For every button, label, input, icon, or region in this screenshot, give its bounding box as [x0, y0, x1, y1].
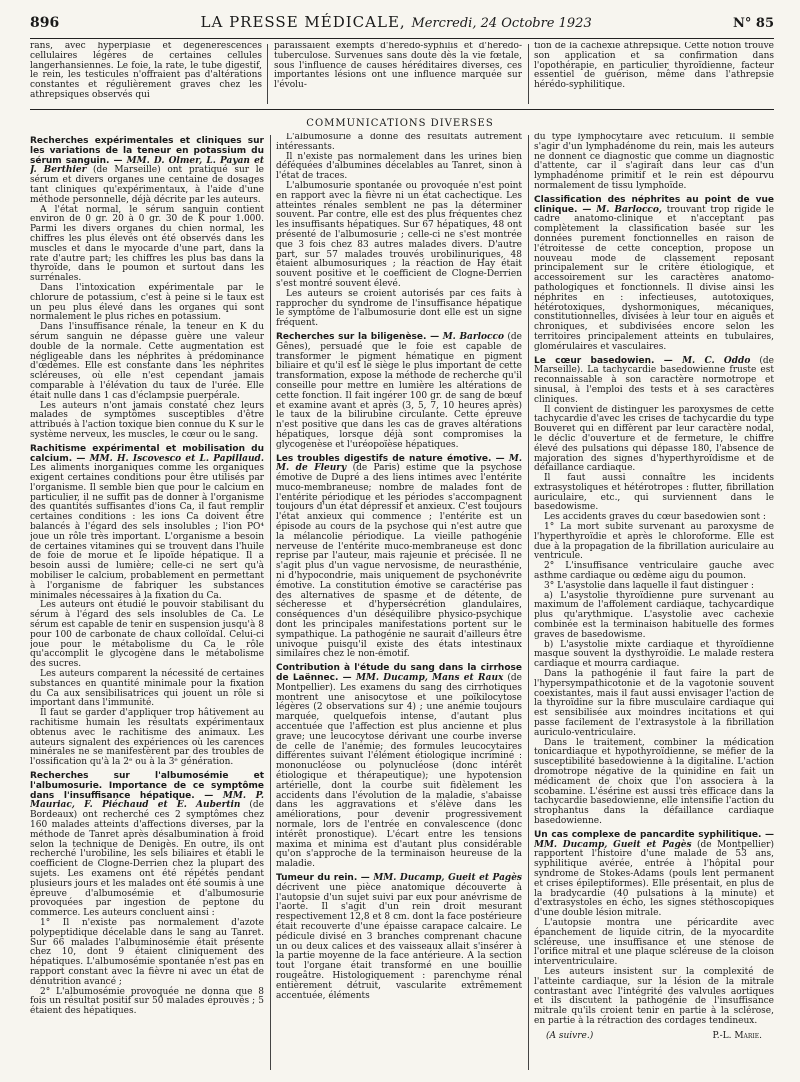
author-name: P.-L. Marie. — [712, 1030, 762, 1041]
paragraph: Dans la pathogénie il faut faire la part de l'hypersympathicotonie et de la vagotonie souvent coexistantes, mais il faut aussi envisager l'action de la thyroïdine sur la fibre musculaire cardiaque qui est sensibilisée aux moindres incitations et qui passe facilement de l'extrasystole à la fibrillation auriculo-ventriculaire. — [534, 669, 774, 738]
article-body: Les aliments inorganiques comme les organiques exigent certaines conditions pour être utilisés par l'organisme. Il semble bien que pour le calcium en particulier, il ne suffit pas de donner à l'organisme des quantités suffisantes d'ions Ca, il faut remplir certaines conditions : les ions Ca doivent être balancés à l'égard des sels insolubles ; l'ion PO⁴ joue un rôle très important. L'organisme a besoin de certaines vitamines qui se trouvent dans l'huile de foie de morue et le lipoïde hépatique. Il a besoin aussi de lumière; celle-ci ne sert qu'à mobiliser le calcium, probablement en permettant à l'organisme de fabriquer les substances minimales nécessaires à la fixation du Ca. — [30, 463, 264, 601]
journal-name: LA PRESSE MÉDICALE, — [200, 13, 406, 31]
article-title: Rachitisme expérimental et mobilisation du calcium. — — [30, 443, 264, 464]
article-body: (de Montpellier) rapportent l'histoire d'une malade de 53 ans, syphilitique avérée, entrée à l'hôpital pour syndrome de Stokes-Adams (pouls lent permanent et crises épileptiformes). Elle présentait, en plus de la bradycardie (40 pulsations à la minute) et d'extrasystoles en écho, les signes stéthoscopiques d'une double lésion mitrale. — [534, 839, 774, 919]
article-authors: M. M. de Fleury — [276, 453, 522, 474]
paragraph: Il convient de distinguer les paroxysmes de cette tachycardie d'avec les crises de tachycardie du type Bouveret qui en diffèrent par leur caractère nodal, le déclic d'ouverture et de fermeture, le chiffre élevé des pulsations qui dépasse 180, l'absence de majoration des signes d'hyperthyroïdisme et de défaillance cardiaque. — [534, 404, 774, 474]
header-rule — [30, 38, 774, 39]
article-body: (de Marseille) ont pratiqué sur le sérum et divers organes une centaine de dosages tant cliniques qu'expérimentaux, à l'aide d'une méthode personnelle, déjà décrite par les auteurs. — [30, 165, 264, 205]
paragraph: L'autopsie montra une péricardite avec épanchement de liquide citrin, de la myocardite scléreuse, une insuffisance et une sténose de l'orifice mitral et une plaque scléreuse de la cloison interventriculaire. — [534, 917, 774, 968]
paragraph: L'albumosurie a donné des résultats autrement intéressants. — [276, 133, 522, 152]
article-title: Classification des néphrites au point de vue clinique. — — [534, 194, 774, 215]
article-body: (de Paris) estime que la psychose émotive de Dupré a des liens intimes avec l'entérite muco-membraneuse; nombre de malades font de l'entérite périodique et les périodes s'accompagnent toujours d'un état dépressif et anxieux. C'est toujours l'état anxieux qui commence ; l'entérite est un épisode au cours de la psychose qui n'est autre que la mélancolie périodique. La vieille pathogénie nerveuse de l'entérite muco-membraneuse est donc reprise par l'auteur, mais rajeunie et précisée. Il ne s'agit plus d'un vague nervosisme, de neurasthénie, ni d'hypocondrie, mais uniquement de psychonévrite émotive. La constitution émotive se caractérise pas des alternatives de spasme et de détente, de sécheresse et d'hypersécrétion glandulaires, conséquences d'un déséquilibre physico-psychique dont les principales manifestations portent sur le sympathique. La pathogénie ne saurait d'ailleurs être univoque puisqu'il existe des états intestinaux similaires chez le non-émotif. — [276, 463, 522, 660]
article — [30, 445, 264, 602]
top-column-2 — [274, 42, 522, 104]
signature — [534, 1032, 774, 1042]
article — [276, 874, 522, 1001]
journal-title — [201, 13, 592, 31]
article-body: trouvant trop rigide le cadre anatomo-clinique et n'acceptant pas complètement la classification basée sur les données purement fonctionnelles en raison de l'étroitesse de cette conception, propose un nouveau mode de classement reposant principalement sur le critère étiologique, et accessoirement sur les caractères anatomo-pathologiques et fonctionnels. Il divise ainsi les néphrites en : infectieuses, autotoxiques, hétérotoxiques, dyshormoniques, mécaniques, constitutionnelles, divisées à leur tour en aiguës et chroniques, et subdivisées encore selon les territoires principalement atteints en tubulaires, glomérulaires et vasculaires. — [534, 204, 774, 352]
paragraph: 1° La mort subite survenant au paroxysme de l'hyperthyroïdie et après le chloroforme. Elle est due à la propagation de la fibrillation auriculaire au ventricule. — [534, 522, 774, 562]
article-title: Recherches sur l'albumosémie et l'albumosurie. Importance de ce symptôme dans l'insuffisance hépatique. — — [30, 771, 264, 801]
article — [534, 196, 774, 353]
article-authors: M. Barlocco — [439, 331, 505, 342]
paragraph: 2° L'albumosémie provoquée ne donna que 8 fois un résultat positif sur 50 malades éprouvés ; 5 étaient des hépatiques. — [30, 986, 264, 1017]
article-authors: MM. D. Olmer, L. Payan et J. Berthier — [30, 155, 264, 176]
section-title: COMMUNICATIONS DIVERSES — [306, 118, 494, 129]
article-title: Tumeur du rein. — — [276, 872, 370, 883]
paragraph: a) L'asystolie thyroïdienne pure survenant au maximum de l'affolement cardiaque, tachycardique plus qu'arythmique. L'asystolie avec cachexie combinée est la terminaison habituelle des formes graves de basedowisme. — [534, 590, 774, 640]
article-body: (de Bordeaux) ont recherché ces 2 symptômes chez 160 malades atteints d'affections diverses, par la méthode de Tanret après désalbumination à froid selon la technique de Denigès. En outre, ils ont recherché l'urobiline, les sels biliaires et établi le coefficient de Clogne-Derrien chez la plupart des sujets. Les examens ont été répétés pendant plusieurs jours et les malades ont été soumis à une épreuve d'albumosémie et d'albumosurie provoquées par ingestion de peptone du commerce. Les auteurs concluent ainsi : — [30, 800, 264, 919]
top-col2-text: paraissaient exempts d'hérédo-syphilis et d'hérédo-tuberculose. Survenues sans doute dès la vie fœtale, sous l'influence de causes héréditaires diverses, ces importantes lésions ont une influence marquée sur l'évolu- — [274, 42, 522, 91]
top-column-3 — [534, 42, 774, 104]
article-body: (de Montpellier). Les examens du sang des cirrhotiques montrent une anisocytose et une poïkilocytose légères (2 observations sur 4) ; une anémie toujours marquée, quelquefois intense, d'autant plus accentuée que l'affection est plus ancienne et plus grave; une leucocytose dérivant une courbe inverse de celle de l'anémie; des formules leucocytaires différentes suivant l'élément étiologique incriminé : mononucléose ou polynucléose (donc intérêt étiologique et thérapeutique); une hypotension artérielle, dont la courbe suit fidèlement les accidents dans l'évolution de la maladie, s'abaisse dans les aggravations et s'élève dans les améliorations, pour devenir progressivement normale, lors de l'entrée en convalescence (donc intérêt pronostique). L'écart entre les tensions maxima et minima est d'autant plus considérable qu'on s'approche de la terminaison heureuse de la maladie. — [276, 673, 522, 870]
article — [30, 772, 264, 919]
column-2 — [276, 133, 522, 1073]
article-title: Recherches expérimentales et cliniques sur les variations de la teneur en potassium du sérum sanguin. — — [30, 136, 264, 166]
paragraph: Les auteurs n'ont jamais constaté chez leurs malades de symptômes susceptibles d'être attribués à l'action toxique bien connue du K sur le système nerveux, les muscles, le cœur ou le sang. — [30, 400, 264, 440]
column-1 — [30, 133, 264, 1073]
paragraph: b) L'asystolie mixte cardiaque et thyroïdienne masque souvent la dysthyroïdie. Le malade restera cardiaque et mourra cardiaque. — [534, 639, 774, 670]
column-3 — [534, 133, 774, 1073]
article — [534, 831, 774, 919]
paragraph: 1° Il n'existe pas normalement d'azote polypeptidique décelable dans le sang au Tanret. Sur 66 malades l'albuminosémie était présente chez 10, dont 9 étaient cliniquement des hépatiques. L'albumosémie spontanée n'est pas en rapport constant avec la fièvre ni avec un état de dénutrition avancé ; — [30, 917, 264, 987]
page-header — [30, 13, 774, 37]
article-authors: M. Barlocco, — [591, 204, 663, 215]
column-divider-2 — [528, 135, 529, 1070]
article — [276, 664, 522, 870]
article-authors: MM. Ducamp, Gueit et Pagès — [369, 872, 522, 883]
article — [30, 137, 264, 206]
paragraph: Il faut se garder d'appliquer trop hâtivement au rachitisme humain les résultats expérimentaux obtenus avec le rachitisme des animaux. Les auteurs signalent des expériences où les carences minérales ne se manifestèrent par des troubles de l'ossification qu'à la 2ᵉ ou à la 3ᵉ génération. — [30, 708, 264, 768]
article-authors: MM. H. Iscovesco et L. Papillaud. — [85, 453, 264, 464]
page-number: 896 — [30, 15, 60, 31]
article-authors: MM. P. Mauriac, F. Piéchaud et E. Aubertin — [30, 790, 264, 811]
paragraph: Dans l'insuffisance rénale, la teneur en K du sérum sanguin ne dépasse guère une valeur double de la normale. Cette augmentation est négligeable dans les néphrites à prédominance d'œdèmes. Elle est constante dans les néphrites scléreuses, où elle n'est cependant jamais comparable à l'élévation du taux de l'urée. Elle était nulle dans 1 cas d'éclampsie puerpérale. — [30, 322, 264, 401]
column-divider-1 — [270, 135, 271, 1070]
continued-note: (A suivre.) — [546, 1030, 594, 1041]
paragraph: Les auteurs comparent la nécessité de certaines substances en quantité minimale pour la fixation du Ca aux sensibilisatrices qui jouent un rôle si important dans l'immunité. — [30, 669, 264, 709]
article — [276, 455, 522, 661]
paragraph: L'albumosurie spontanée ou provoquée n'est point en rapport avec la fièvre ni un état cachectique. Les atteintes rénales semblent ne pas la déterminer souvent. Par contre, elle est des plus fréquentes chez les insuffisants hépatiques. Sur 67 hépatiques, 48 ont présenté de l'albumosurie ; celle-ci ne s'est montrée que 3 fois chez 83 autres malades divers. D'autre part, sur 57 malades trouvés urobilinuriques, 48 étaient albumosuriques ; la réaction de Hay était souvent positive et le coefficient de Clogne-Derrien s'est montré souvent élevé. — [276, 180, 522, 289]
article-authors: MM. Ducamp, Gueit et Pagès — [534, 839, 692, 850]
article-body: décrivent une pièce anatomique découverte à l'autopsie d'un sujet suivi par eux pour anévrisme de l'aorte. Il s'agit d'un rein droit mesurant respectivement 12,8 et 8 cm. dont la face postérieure était recouverte d'une épaisse carapace calcaire. Le pédicule divisé en 3 branches comprenant chacune un ou deux calices et des vaisseaux allait s'insérer à la partie moyenne de la face antérieure. A la section tout l'organe était transformé en une bouillie rougeâtre. Histologiquement : parenchyme rénal entièrement détruit, vascularite extrêmement accentuée, éléments — [276, 882, 522, 1001]
paragraph: Les auteurs insistent sur la complexité de l'atteinte cardiaque, sur la lésion de la mitrale contrastant avec l'intégrité des valvules aortiques et ils discutent la pathogénie de l'insuffisance mitrale qu'ils croient tenir en partie à la sclérose, en partie à la rétraction des cordages tendineux. — [534, 966, 774, 1026]
article-title: Un cas complexe de pancardite syphilitique. — — [534, 829, 774, 840]
paragraph: A l'état normal, le sérum sanguin contient environ de 0 gr. 20 à 0 gr. 30 de K pour 1.000. Parmi les divers organes du chien normal, les chiffres les plus élevés ont été observés dans les muscles et dans le myocarde d'une part, dans la rate d'autre part; les chiffres les plus bas dans la thyroïde, dans le poumon et surtout dans les surrénales. — [30, 204, 264, 284]
article-title: Contribution à l'étude du sang dans la cirrhose de Laënnec. — — [276, 663, 522, 684]
paragraph: Il faut aussi connaître les incidents extrasystoliques et hétérotropes : flutter, fibrillation auriculaire, etc., qui surviennent dans le basedowisme. — [534, 473, 774, 513]
paragraph: Dans l'intoxication expérimentale par le chlorure de potassium, c'est à peine si le taux est un peu plus élevé dans les organes qui sont normalement le plus riches en potassium. — [30, 282, 264, 323]
paragraph: Il n'existe pas normalement dans les urines bien déféquées d'albumines décelables au Tanret, sinon à l'état de traces. — [276, 151, 522, 182]
issue-date: Mercredi, 24 Octobre 1923 — [411, 16, 592, 31]
top-col3-text: tion de la cachexie athrepsique. Cette notion trouve son application et sa confirmation dans l'opothérapie, en particulier thyroïdienne, facteur essentiel de guérison, même dans l'athrepsie hérédo-syphilitique. — [534, 42, 774, 91]
paragraph: Dans le traitement, combiner la médication tonicardiaque et hypothyroïdienne, se méfier de la susceptibilité basedowienne à la digitaline. L'action dromotrope négative de la quinidine en fait un médicament de choix que l'on associera à la scobamine. L'ésérine est aussi très efficace dans la tachycardie basedowienne, elle intensifie l'action du strophantus dans la défaillance cardiaque basedowienne. — [534, 737, 774, 826]
paragraph: 3° L'asystolie dans laquelle il faut distinguer : — [544, 580, 754, 591]
paragraph: Les auteurs ont étudié le pouvoir stabilisant du sérum à l'égard des sels insolubles de Ca. Le sérum est capable de tenir en suspension jusqu'à 8 pour 100 de carbonate de chaux colloïdal. Celui-ci joue pour le métabolisme du Ca le rôle qu'accomplit le glycogène dans le métabolisme des sucres. — [30, 600, 264, 670]
article-title: Les troubles digestifs de nature émotive. — — [276, 453, 505, 464]
article-authors: MM. Ducamp, Mans et Raux — [351, 673, 504, 684]
top-column-1 — [30, 42, 262, 104]
top-col1-text: rans, avec hyperplasie et dégénérescences cellulaires légères de certaines cellules langerhansiennes. Le foie, la rate, le tube digestif, le rein, les testicules n'offraient pas d'altérations constantes et régulièrement graves chez les athrepsiques observés qui — [30, 42, 262, 100]
issue-number: N° 85 — [733, 16, 774, 31]
article — [276, 333, 522, 451]
article-title: Recherches sur la biligenèse. — — [276, 331, 440, 342]
paragraph: 2° L'insuffisance ventriculaire gauche avec asthme cardiaque ou œdème aigu du poumon. — [534, 561, 774, 582]
article-body: (de Gênes), persuadé que le foie est capable de transformer le pigment hématique en pigment biliaire et qu'il est le siège le plus important de cette transformation, expose la méthode de recherche qu'il conseille pour mettre en lumière les altérations de cette fonction. Il fait ingérer 100 gr. de sang de bœuf et examine avant et après (3, 5, 7, 10 heures après) le taux de la bilirubine circulante. Cette épreuve n'est positive que dans les cas de graves altérations hépatiques, lorsque déjà sont compromises la glycogenèse et l'uréopoïèse hépatiques. — [276, 331, 522, 450]
paragraph: du type lymphocytaire avec réticulum. Il semble s'agir d'un lymphadénome du rein, mais les auteurs ne donnent ce diagnostic que comme un diagnostic d'attente, car il s'agirait dans leur cas d'un lymphadénome primitif et le rein est dépourvu normalement de tissu lymphoïde. — [534, 133, 774, 191]
top-divider-2 — [528, 44, 529, 104]
article — [534, 357, 774, 406]
paragraph: Les auteurs se croient autorisés par ces faits à rapprocher du syndrome de l'insuffisance hépatique le symptôme de l'albumosurie dont elle est un signe fréquent. — [276, 288, 522, 329]
article-title: Le cœur basedowien. — — [534, 355, 673, 366]
top-divider-1 — [267, 44, 268, 104]
article-authors: M. C. Oddo — [672, 355, 751, 366]
paragraph: Les accidents graves du cœur basedowien sont : — [544, 512, 766, 523]
section-rule — [30, 109, 774, 110]
article-body: (de Marseille). La tachycardie basedowienne fruste est reconnaissable à son caractère normotrope et sinusal, à l'emploi des tests et à ses caractères cliniques. — [534, 355, 774, 405]
